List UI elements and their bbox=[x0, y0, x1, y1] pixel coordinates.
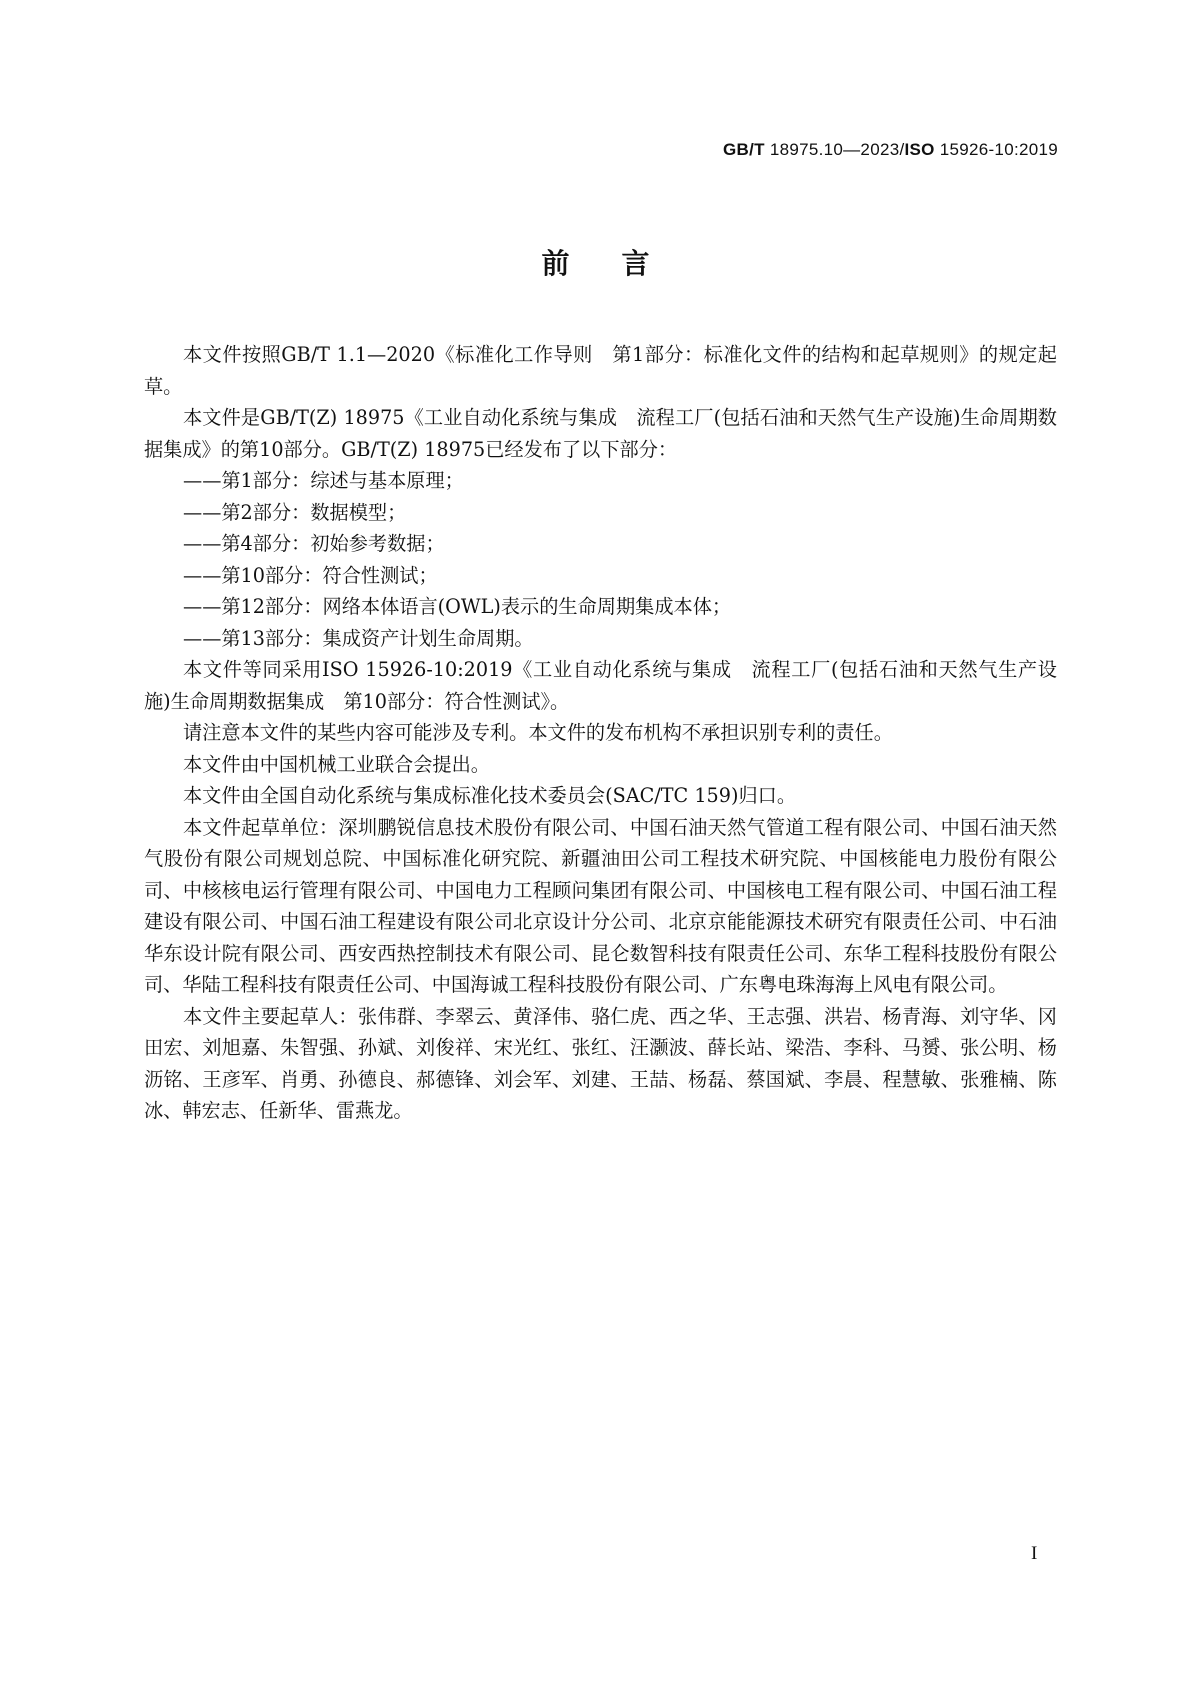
paragraph-drafting-rules: 本文件按照GB/T 1.1—2020《标准化工作导则 第1部分：标准化文件的结构和起草规则》的规定起草。 bbox=[144, 343, 1057, 398]
list-item-part-10: ——第10部分：符合性测试； bbox=[183, 563, 438, 587]
list-item-part-2: ——第2部分：数据模型； bbox=[183, 500, 407, 524]
page-title: 前言 bbox=[541, 247, 702, 280]
list-item-part-4: ——第4部分：初始参考数据； bbox=[183, 532, 445, 555]
list-item-part-12: ——第12部分：网络本体语言(OWL)表示的生命周期集成本体； bbox=[183, 595, 732, 618]
paragraph-drafters: 本文件主要起草人：张伟群、李翠云、黄泽伟、骆仁虎、西之华、王志强、洪岩、杨青海、刘守华、冈田宏、刘旭嘉、朱智强、孙斌、刘俊祥、宋光红、张红、汪灏波、薛长站、梁浩、李科、马赟、张公明、杨沥铭、王彦军、肖勇、孙德良、郝德锋、刘会军、刘建、王喆、杨磊、蔡国斌、李晨、程慧敏、张雅楠、陈冰、韩宏志、任新华、雷燕龙。 bbox=[144, 1004, 1057, 1122]
paragraph-committee: 本文件由全国自动化系统与集成标准化技术委员会(SAC/TC 159)归口。 bbox=[183, 784, 797, 807]
list-item-part-13: ——第13部分：集成资产计划生命周期。 bbox=[183, 626, 534, 650]
gb-prefix: GB/T bbox=[722, 140, 765, 159]
gb-number: 18975.10—2023/ bbox=[769, 140, 905, 159]
iso-prefix: ISO bbox=[904, 140, 935, 159]
paragraph-series-intro: 本文件是GB/T(Z) 18975《工业自动化系统与集成 流程工厂(包括石油和天然气生产设施)生命周期数据集成》的第10部分。GB/T(Z) 18975已经发布了以下部分： bbox=[144, 406, 1057, 461]
foreword-body bbox=[144, 339, 1057, 1127]
paragraph-drafting-units: 本文件起草单位：深圳鹏锐信息技术股份有限公司、中国石油天然气管道工程有限公司、中国石油天然气股份有限公司规划总院、中国标准化研究院、新疆油田公司工程技术研究院、中国核能电力股份有限公司、中核核电运行管理有限公司、中国电力工程顾问集团有限公司、中国核电工程有限公司、中国石油工程建设有限公司、中国石油工程建设有限公司北京设计分公司、北京京能能源技术研究有限责任公司、中石油华东设计院有限公司、西安西热控制技术有限公司、昆仑数智科技有限责任公司、东华工程科技股份有限公司、华陆工程科技有限责任公司、中国海诚工程科技股份有限公司、广东粤电珠海海上风电有限公司。 bbox=[144, 815, 1057, 996]
paragraph-iso-adoption: 本文件等同采用ISO 15926-10:2019《工业自动化系统与集成 流程工厂(包括石油和天然气生产设施)生命周期数据集成 第10部分：符合性测试》。 bbox=[144, 658, 1057, 713]
paragraph-patent-notice: 请注意本文件的某些内容可能涉及专利。本文件的发布机构不承担识别专利的责任。 bbox=[183, 721, 893, 744]
paragraph-proposer: 本文件由中国机械工业联合会提出。 bbox=[183, 752, 490, 776]
standard-number-header bbox=[723, 140, 1058, 160]
iso-number: 15926-10:2019 bbox=[939, 140, 1058, 159]
page-number: I bbox=[1031, 1543, 1038, 1564]
list-item-part-1: ——第1部分：综述与基本原理； bbox=[183, 469, 464, 492]
